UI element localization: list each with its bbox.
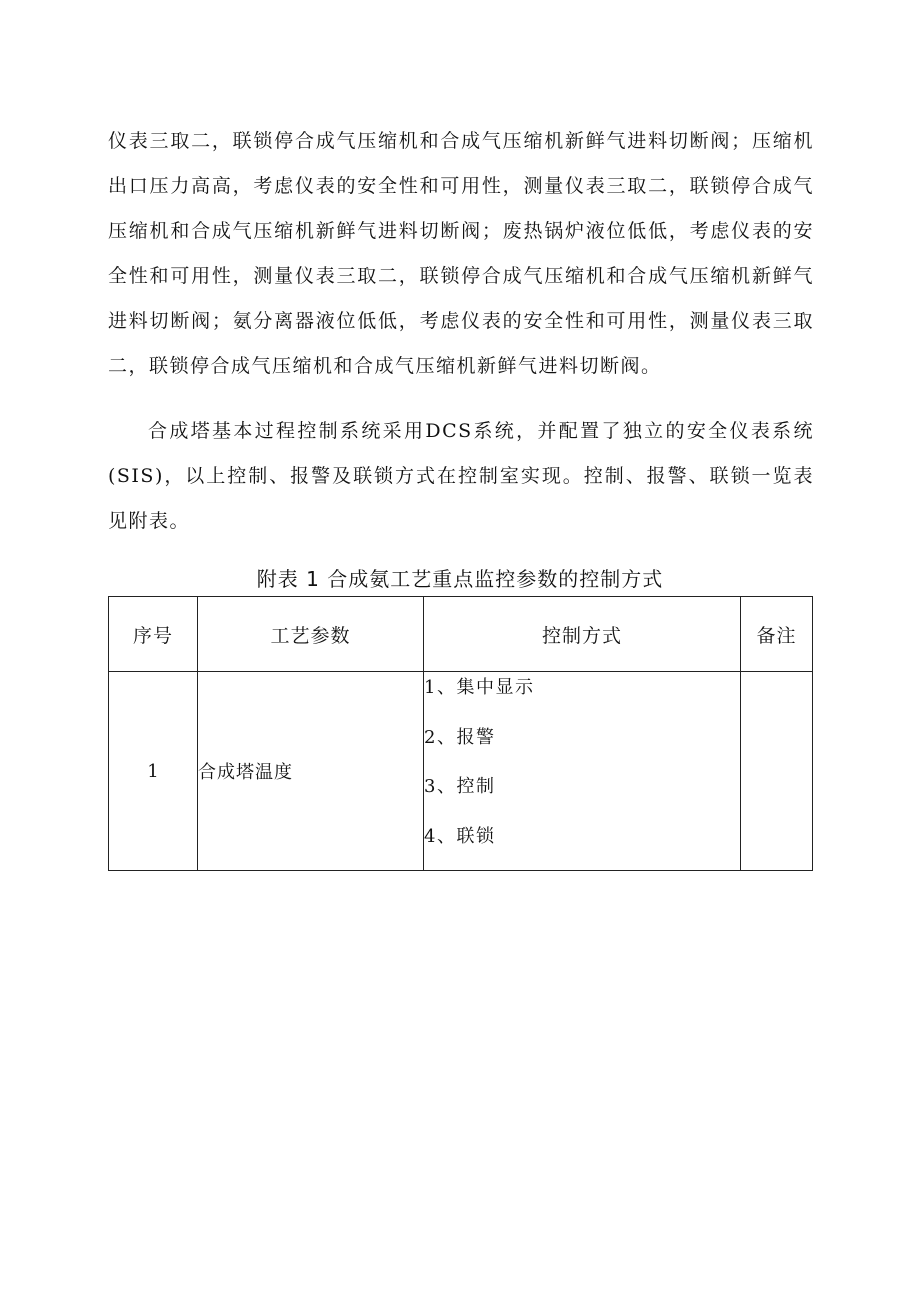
table-caption: 附表 1 合成氨工艺重点监控参数的控制方式 [256, 567, 664, 591]
row-parameter-cell: 合成塔温度 [198, 672, 424, 871]
row-remarks-cell [741, 672, 813, 871]
table-header-row [109, 597, 813, 672]
control-method-item: 2、报警 [424, 726, 496, 748]
header-remarks: 备注 [741, 597, 813, 672]
control-parameters-table [108, 596, 813, 871]
body-paragraph-dcs-sis: 合成塔基本过程控制系统采用DCS系统，并配置了独立的安全仪表系统(SIS)，以上控制、报警及联锁方式在控制室实现。控制、报警、联锁一览表见附表。 [108, 420, 814, 532]
control-method-item: 3、控制 [424, 776, 496, 797]
table-row [109, 672, 813, 871]
header-control-method: 控制方式 [424, 597, 741, 672]
header-process-parameter: 工艺参数 [198, 597, 424, 672]
body-paragraph-interlock: 仪表三取二，联锁停合成气压缩机和合成气压缩机新鲜气进料切断阀；压缩机出口压力高高，考虑仪表的安全性和可用性，测量仪表三取二，联锁停合成气压缩机和合成气压缩机新鲜气进料切断阀；废热锅炉液位低低，考虑仪表的安全性和可用性，测量仪表三取二，联锁停合成气压缩机和合成气压缩机新鲜气进料切断阀；氨分离器液位低低，考虑仪表的安全性和可用性，测量仪表三取二，联锁停合成气压缩机和合成气压缩机新鲜气进料切断阀。 [108, 130, 814, 377]
control-method-item: 1、集中显示 [424, 677, 535, 698]
control-method-list [424, 672, 740, 870]
control-method-item: 4、联锁 [424, 825, 496, 847]
row-seq-cell: 1 [109, 672, 198, 871]
row-control-cell [424, 672, 741, 871]
header-seq: 序号 [109, 597, 198, 672]
